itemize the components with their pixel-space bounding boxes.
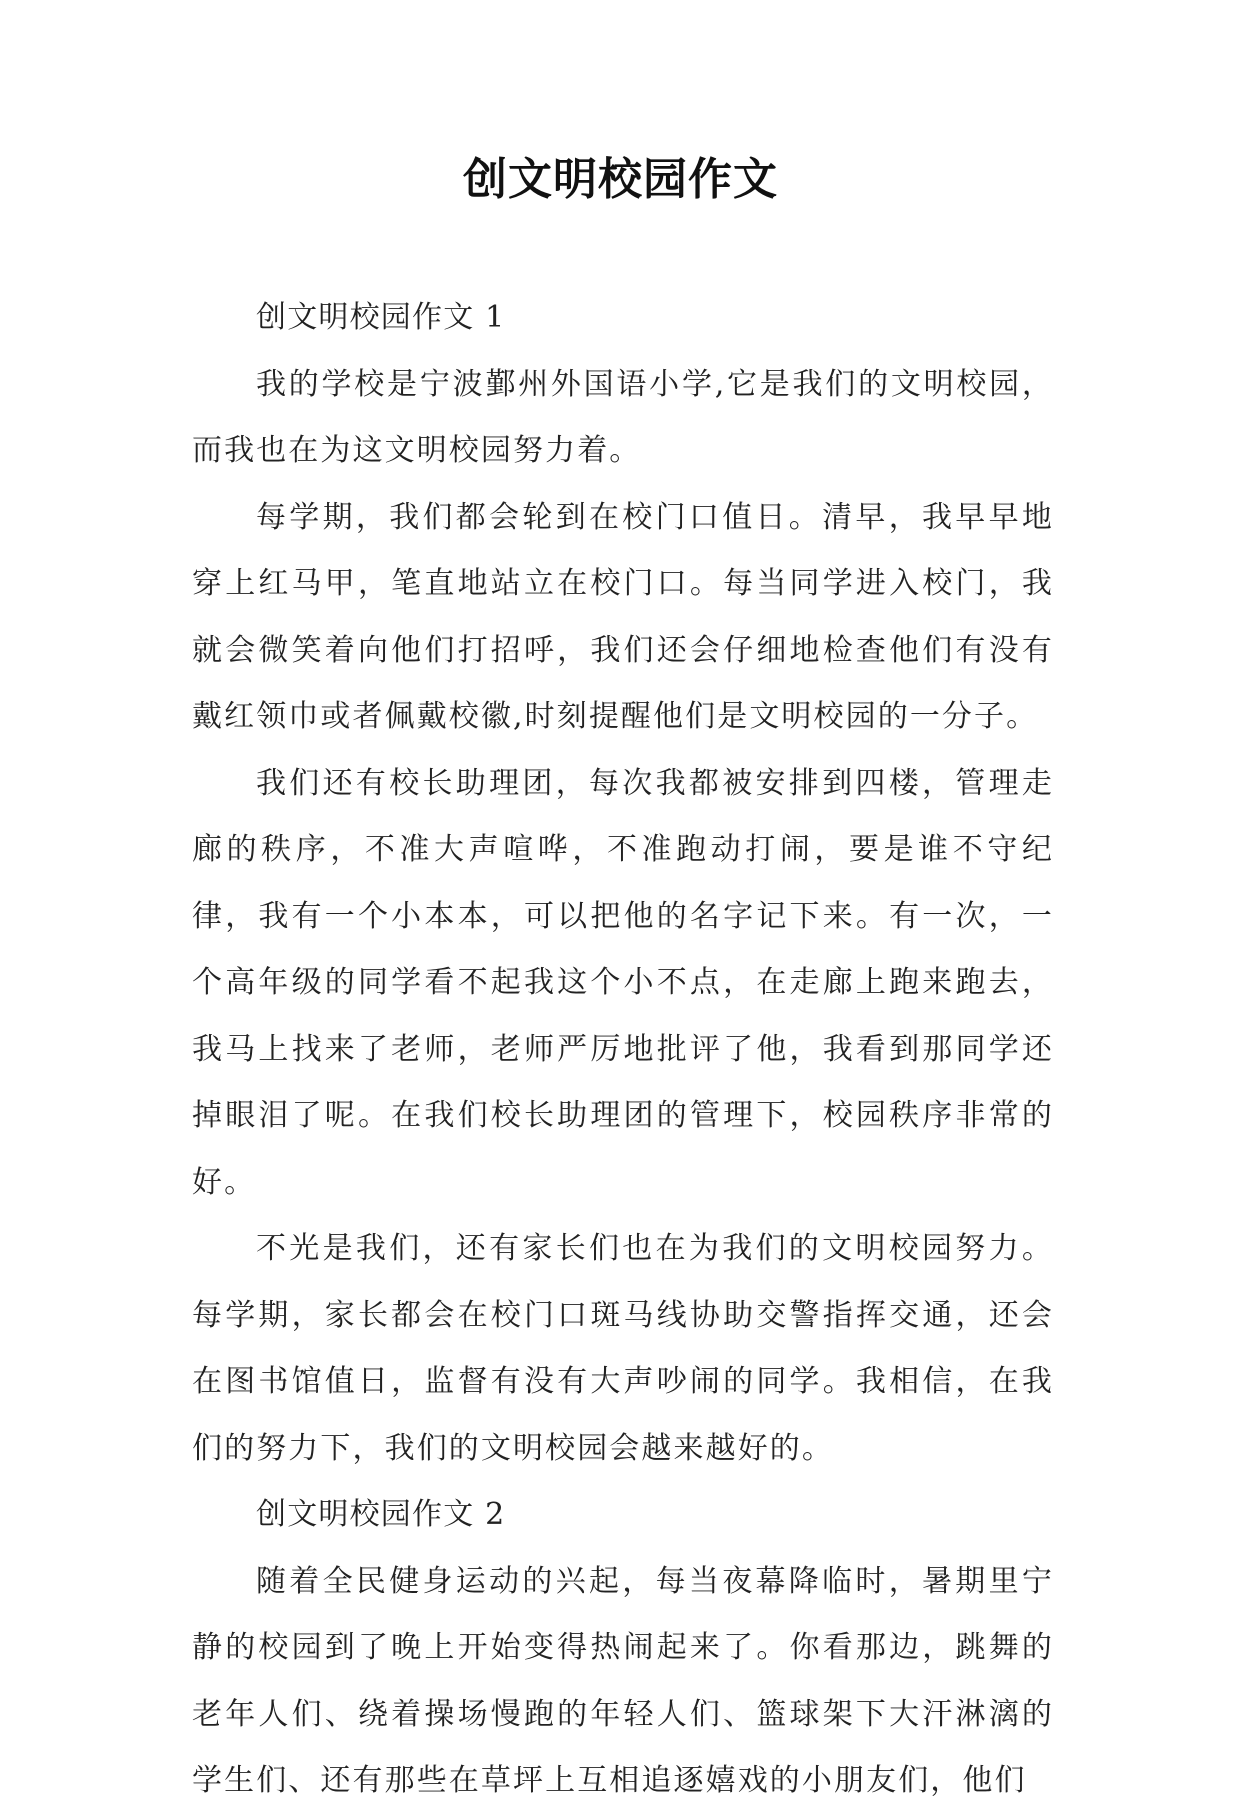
section-heading-2: 创文明校园作文 2 (256, 1497, 506, 1532)
section-heading-1: 创文明校园作文 1 (256, 300, 506, 335)
document-body (192, 285, 1054, 1815)
paragraph: 不光是我们，还有家长们也在为我们的文明校园努力。每学期，家长都会在校门口斑马线协助交警指挥交通，还会在图书馆值日，监督有没有大声吵闹的同学。我相信，在我们的努力下，我们的文明校园会越来越好的。 (192, 1231, 1054, 1466)
paragraph: 我的学校是宁波鄞州外国语小学,它是我们的文明校园，而我也在为这文明校园努力着。 (192, 366, 1054, 468)
paragraph: 我们还有校长助理团，每次我都被安排到四楼，管理走廊的秩序，不准大声喧哗，不准跑动打闹，要是谁不守纪律，我有一个小本本，可以把他的名字记下来。有一次，一个高年级的同学看不起我这个小不点，在走廊上跑来跑去，我马上找来了老师，老师严厉地批评了他，我看到那同学还掉眼泪了呢。在我们校长助理团的管理下，校园秩序非常的好。 (192, 765, 1054, 1200)
paragraph: 随着全民健身运动的兴起，每当夜幕降临时，暑期里宁静的校园到了晚上开始变得热闹起来了。你看那边，跳舞的老年人们、绕着操场慢跑的年轻人们、篮球架下大汗淋漓的学生们、还有那些在草坪上互相追逐嬉戏的小朋友们，他们 (192, 1563, 1054, 1798)
document-title: 创文明校园作文 (463, 154, 778, 205)
paragraph: 每学期，我们都会轮到在校门口值日。清早，我早早地穿上红马甲，笔直地站立在校门口。每当同学进入校门，我就会微笑着向他们打招呼，我们还会仔细地检查他们有没有戴红领巾或者佩戴校徽,时刻提醒他们是文明校园的一分子。 (192, 499, 1054, 734)
